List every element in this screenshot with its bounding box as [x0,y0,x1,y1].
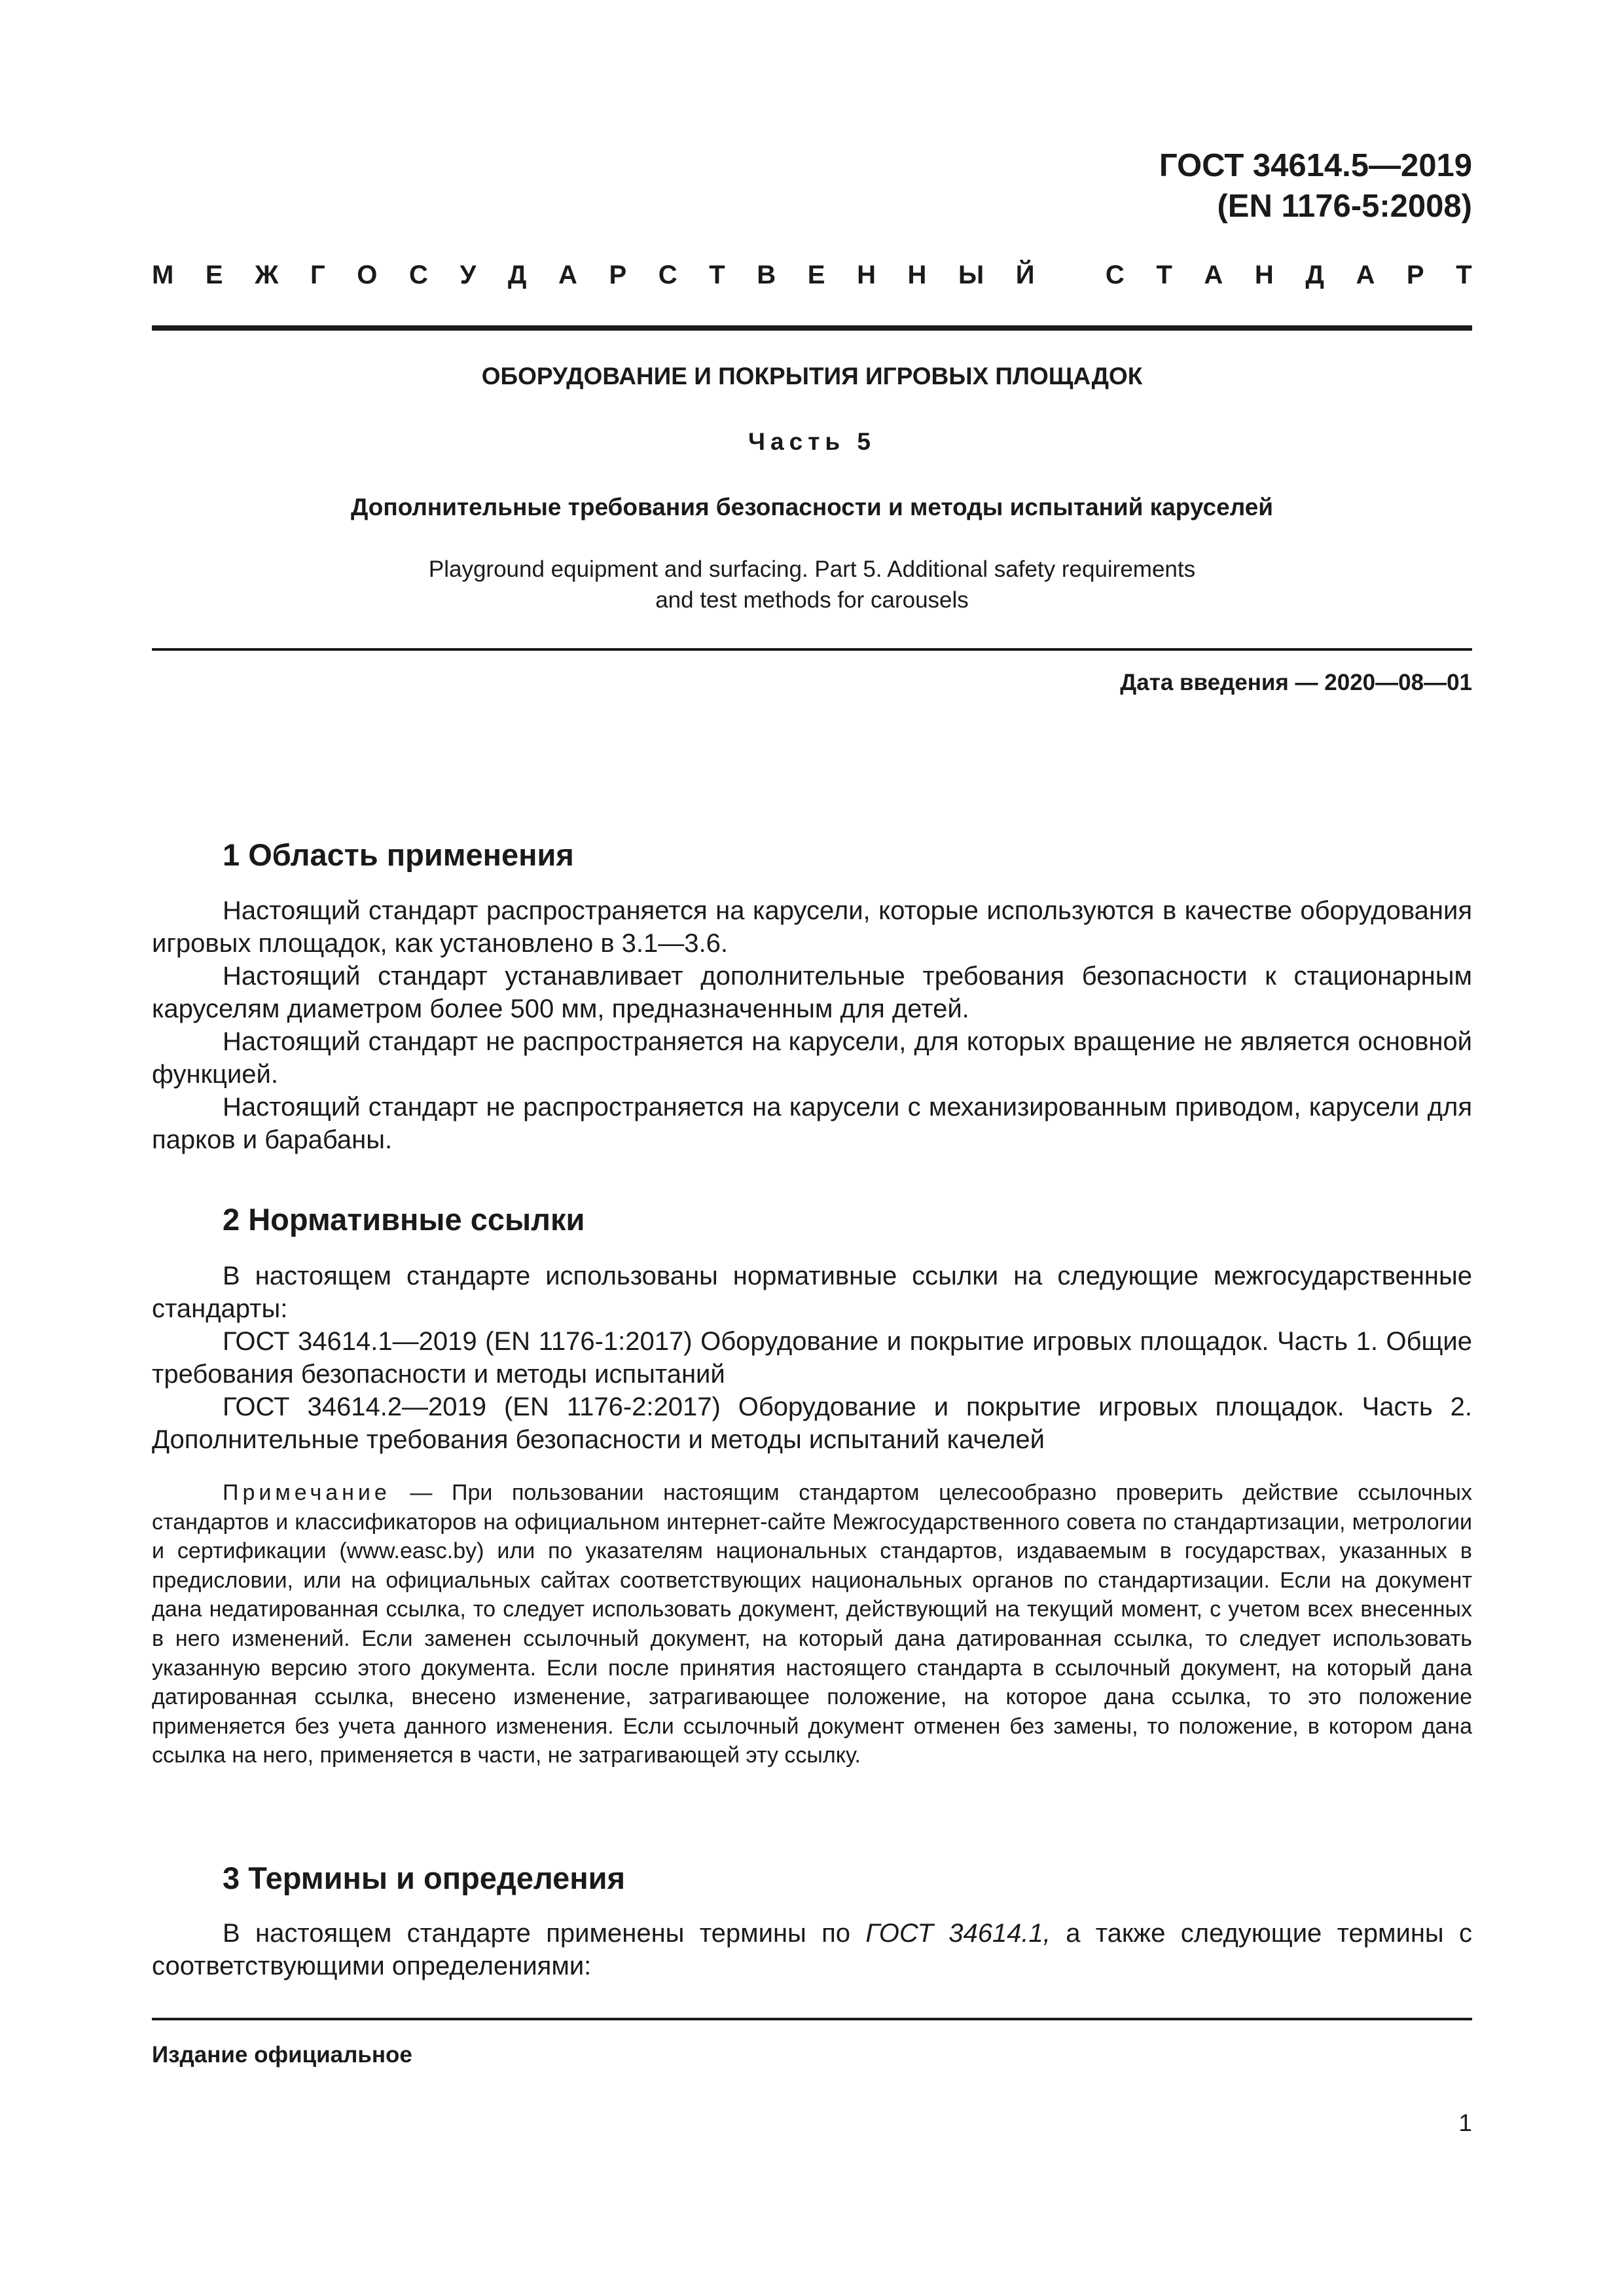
paragraph [152,1917,1472,1982]
banner-letter: Н [907,261,927,289]
page-number: 1 [1458,2109,1472,2136]
gost-reference: ГОСТ 34614.1, [865,1919,1051,1948]
banner-letter: В [757,261,776,289]
paragraph-text: а также следующие термины с соответствующими определениями: [152,1919,1472,1980]
banner-letter: Е [205,261,223,289]
banner-letter: Н [857,261,876,289]
banner-letter: Д [1305,261,1324,289]
references-note [152,1478,1472,1770]
section-body-references [152,1260,1472,1456]
introduction-date: Дата введения — 2020—08—01 [1120,670,1472,695]
document-number-en: (EN 1176-5:2008) [1217,189,1472,224]
reference-item: ГОСТ 34614.1—2019 (EN 1176-1:2017) Оборудование и покрытие игровых площадок. Часть 1. Общие требования безопасности и методы испытаний [152,1327,1472,1389]
banner-letter: Е [807,261,825,289]
document-number-gost: ГОСТ 34614.5—2019 [1159,148,1472,183]
section-heading-scope: 1 Область применения [223,837,574,872]
banner-letter: Й [1015,261,1035,289]
main-title: ОБОРУДОВАНИЕ И ПОКРЫТИЯ ИГРОВЫХ ПЛОЩАДОК [481,363,1143,390]
section-heading-terms: 3 Термины и определения [223,1861,625,1895]
title-divider [152,648,1472,651]
standard-type-banner [152,257,1472,293]
english-title [152,554,1472,615]
banner-letter: Д [507,261,527,289]
banner-letter: О [357,261,378,289]
part-label: Часть 5 [748,428,876,455]
note-body: — При пользовании настоящим стандартом целесообразно проверить действие ссылочных стандартов и классификаторов на официальном интернет-сайте Межгосударственного совета по стандартизации, метрологии и сертификации (www.easc.by) или по указателям национальных стандартов, издаваемым в государствах, указанных в предисловии, или на официальных сайтах соответствующих национальных органов по стандартизации. Если на документ дана недатированная ссылка, то следует использовать документ, действующий на текущий момент, с учетом всех внесенных в него изменений. Если заменен ссылочный документ, на который дана датированная ссылка, то следует использовать указанную версию этого документа. Если после принятия настоящего стандарта в ссылочный документ, на который дана датированная ссылка, внесено изменение, затрагивающее положение, на которое дана ссылка, то это положение применяется без учета данного изменения. Если ссылочный документ отменен без замены, то положение, в котором дана ссылка на него, применяется в части, не затрагивающей эту ссылку. [152,1480,1472,1768]
banner-letter: Н [1254,261,1274,289]
header-divider [152,325,1472,331]
english-title-line2: and test methods for carousels [655,587,969,613]
banner-letter: А [1356,261,1375,289]
banner-letter: С [658,261,677,289]
banner-letter: Ы [958,261,984,289]
banner-letter: А [558,261,577,289]
paragraph: Настоящий стандарт не распространяется на карусели с механизированным приводом, карусели для парков и барабаны. [152,1093,1472,1154]
banner-letter: С [1105,261,1125,289]
document-number [1159,145,1472,227]
official-edition-label: Издание официальное [152,2042,412,2068]
banner-letter: Р [609,261,627,289]
banner-letter: М [152,261,174,289]
banner-letter: А [1204,261,1223,289]
banner-gap [1066,257,1074,293]
banner-letter: С [408,261,428,289]
section-body-terms [152,1917,1472,1982]
section-body-scope [152,894,1472,1156]
banner-letter: Т [1156,261,1172,289]
section-heading-references: 2 Нормативные ссылки [223,1202,585,1237]
banner-letter: Г [310,261,325,289]
footer-divider [152,2018,1472,2020]
paragraph: Настоящий стандарт не распространяется на карусели, для которых вращение не является основной функцией. [152,1027,1472,1089]
note-label: Примечание [223,1480,391,1505]
banner-letter: Т [1456,261,1472,289]
paragraph: Настоящий стандарт распространяется на карусели, которые используются в качестве оборудования игровых площадок, как установлено в 3.1—3.6. [152,896,1472,958]
banner-letter: У [460,261,477,289]
paragraph: Настоящий стандарт устанавливает дополнительные требования безопасности к стационарным каруселям диаметром более 500 мм, предназначенным для детей. [152,962,1472,1023]
english-title-line1: Playground equipment and surfacing. Part 5. Additional safety requirements [428,556,1196,582]
banner-letter: Ж [255,261,279,289]
banner-letter: Р [1406,261,1424,289]
banner-letter: Т [709,261,725,289]
paragraph-text: В настоящем стандарте применены термины по [223,1919,866,1948]
part-subtitle: Дополнительные требования безопасности и методы испытаний каруселей [350,494,1274,520]
paragraph: В настоящем стандарте использованы нормативные ссылки на следующие межгосударственные стандарты: [152,1262,1472,1323]
reference-item: ГОСТ 34614.2—2019 (EN 1176-2:2017) Оборудование и покрытие игровых площадок. Часть 2. Дополнительные требования безопасности и методы испытаний качелей [152,1393,1472,1454]
